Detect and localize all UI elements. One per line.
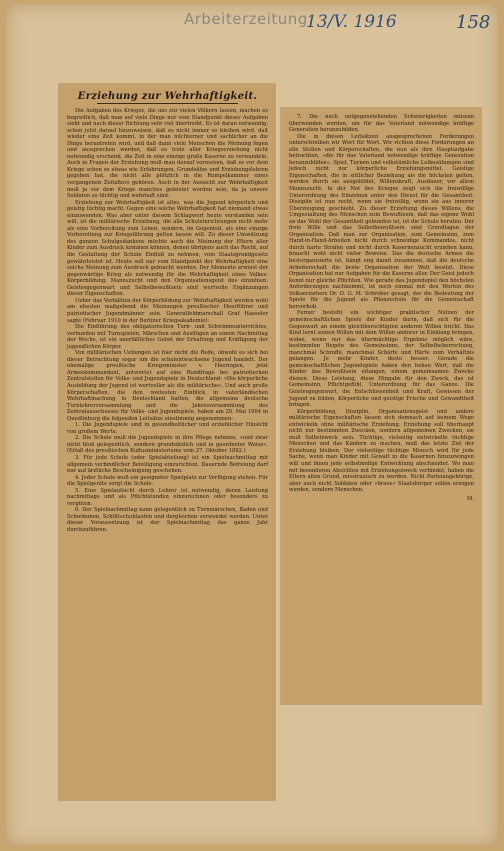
- left-paragraph: 1. Die Jugendspiele sind in gesundheitlicher und erziehlicher Hinsicht von großem Werte.: [67, 422, 268, 435]
- left-paragraph: Ueber das Verhältnis der Körperbildung zur Wehrhaftigkeit werden wohl am ehesten maßgebend die Meinungen preußischer Heerführer und patriotischer Jugendmänner sein. Generalfeldmarschall Graf Haeseler sagte (Februar 1910 in der Berliner Kriegsakademie):: [67, 297, 268, 324]
- source-stamp: Arbeiterzeitung: [184, 10, 308, 28]
- left-paragraph: 3. Für jede Schule (oder Spielabteilung) ist ein Spielnachmittag mit allgemein verbindlicher Beteiligung einzurichten. Dauernde Befreiung darf nur auf ärztliche Bescheinigung geschehen.: [67, 454, 268, 475]
- left-paragraph: 5. Eine Spielaufsicht durch Lehrer ist notwendig, deren Leistung nachmittags und als Pflichtstunden einzurechnen oder besonders zu vergüten.: [67, 487, 268, 507]
- right-paragraph: Die in diesen Leitsätzen ausgesprochenen Forderungen unterschreiben wir Wort für Wort. Wir richten diese Forderungen an alle Stellen und Körperschaften, die nun als ihre Hauptaufgabe betrachten, »die für das Vaterland notwendige kräftige Generation heranzubilden«. Spiel, Turnen und volkstümliche Leibesübungen sind jedoch nicht nur körperliche Erziehungsmittel. Geistige Eigenschaften, die in sittlicher Beziehung als die höchsten gelten, werden durch sie ausgebildet, Willenskraft, Ausdauer, vor allem Mannszucht. In der Not des Krieges zeigt sich die freiwillige Unterordnung des Einzelnen unter den Dienst für die Gesamtheit. Disziplin ist nun recht, wenn sie freiwillig, wenn sie aus innerer Überzeugung geschieht. Zu dieser Erziehung dieses Willens, die Umgestaltung des Menschen zum Bewußtsein, daß das eigene Wohl an das Wohl der Gesamtheit gebunden ist, ist die Schule berufen. Der freie Wille und das Selbstbewußtsein sind Grundlagen der Organisation. Daß man zur Organisation, zum Gemeinsinn, zum Hand-in-Hand-Arbeiten nicht durch schneidige Kommandos, nicht durch harte Strafen und nicht durch Kasernenzucht erziehen kann, braucht wohl nicht vieler Beweise. Das die deutsche Armee die bestorganisierte ist, hängt eng damit zusammen, daß die deutsche Arbeiterschaft die beste Organisation der Welt besitzt. Diese Organisation hat nur Aufgaben für die Kaserne aller. Der Geist jedoch kennt nur gleiche Pflichten. Wie gerade das Jugendspiel den höchsten Anforderungen nachkommt, ist noch einmal mit den Worten des Volkserziehers Dr. D. G. M. Schreber gesagt, der die Bedeutung der Spiele für die Jugend als Pflanzschule für die Gemeinschaft hervorhob.: [289, 133, 474, 310]
- left-paragraph: Die Einführung des obligatorischen Turn- und Schwimmunterrichtes, verbunden mit Turnspielen, Märschen und Ausflügen an einem Nachmittag der Woche, ist ein unerläßliches Gebot der Erhaltung und Kräftigung der jugendlichen Körper.: [67, 324, 268, 350]
- left-paragraph: Von militärischen Uebungen ist hier nicht die Rede, obwohl es sich bei dieser Betrachtung sogar um die schulentwachsene Jugend handelt. Der ehemalige preußische Kriegsminister v. Heeringen, jetzt Armeekommandant, antwortet auf eine Rundfrage bei patriotischen Zentralstellen für Volks- und Jugendspiele in Deutschland: »Die körperliche Ausbildung der Jugend ist wertvoller als die militärische«. Und auch große Körperschaften, die den weitesten Einblick in vaterländischen Wehrhaftmachung in Deutschland hatten, die allgemeine deutsche Turnlehrerversammlung und die Jahresversammlung des Zentralausschusses für Volks- und Jugendspiele, haben am 20. Mai 1904 in Quedlinburg die folgenden Leitsätze einstimmig angenommen:: [67, 350, 268, 422]
- article-headline: Erziehung zur Wehrhaftigkeit.: [77, 91, 258, 102]
- handwritten-date: 13/V. 1916: [306, 12, 397, 32]
- left-paragraph: Erziehung zur Wehrhaftigkeit ist alles, was die Jugend körperlich und geistig tüchtig macht. Gegen eine solche Wehrhaftigkeit hat niemand etwas einzuwenden. Was aber unter diesem Schlagwort heute verstanden sein will, ist die militärische Erziehung, die alle Schuleinrichtungen nicht mehr als eine Vorbereitung zum Leben, sondern, im Gegenteil, als eine einzige Vorbereitung zur Kriegsführung gelten lassen will. Zu dieser Umwälzung des ganzen Schulgedankens möchte auch die Meinung der Eltern aller Kinder zum Ausdruck kommen können, denen übrigens auch das Recht, auf die Gestaltung der Schule Einfluß zu nehmen, vom Staatsgrundgesetz gewährleistet ist. Heute soll nur vom Standpunkt der Wehrhaftigkeit eine solche Meinung zum Ausdruck gebracht werden. Der Momente erweist der gegenwärtige Krieg als notwendig für die Wehrhaftigkeit eines Volkes: Körperbildung, Mannszucht und den Organisationsgeist des einzelnen. Geistesgegenwart und Selbstbewußtsein sind wertvolle Ergänzungen dieser Eigenschaften.: [67, 199, 268, 298]
- right-paragraph: 7. Die noch entgegenstehenden Schwierigkeiten müssen überwunden werden, um für das Vaterland notwendige kräftige Generation heranzubilden.: [289, 114, 474, 134]
- handwritten-number: 158: [456, 12, 491, 33]
- left-column-text: [59, 84, 275, 538]
- headline-divider: [97, 103, 238, 104]
- right-column-text: [281, 108, 481, 506]
- clipping-left-column: [59, 84, 275, 800]
- right-paragraph: Ferner besteht ein wichtiger praktischer Nutzen der gemeinschaftlichen Spiele der Kinder darin, daß sich für die Gegenwart an einem gleichberechtigten anderen Willen bricht. Das Kind lernt seinen Willen mit dem Willen anderer in Einklang bringen, wobei, wenn nur das übermächtige Ergebnis möglich wäre, bestimmten Regeln des Gemeinsinns, der Selbstbeherrschung, manchmal Schroffe, manchmal Schärfe und Härte zum Verhältnis gelangen. Je mehr Kinder, desto besser. Gerade die gemeinschaftlichen Jugendspiele haben den hohen Wert, daß die Kinder das Bewußtsein erlangen, einem gemeinsamen Zwecke dienen. Diese Leistung, diese Hingabe für den Zweck, das ist Gemeinsinn, Pflichtgefühl, Unterordnung für das Ganze. Die Geistesgegenwart, die Entschlossenheit und Kraft, Gewissen der Jugend zu bilden, Körperliche und geistige Frische und Gewandtheit bringen.: [289, 310, 474, 409]
- right-paragraph: Körperbildung, Disziplin, Organisationsgeist und andere militärische Eigenschaften lassen sich demnach auf keinem Wege entwickeln ohne militärische Erziehung. Erziehung soll überhaupt nicht nur bestimmten Zwecken, sondern allgemeinen Zwecken, sie muß Selbstzweck sein. Tüchtige, vielseitig entwickelte tüchtige Menschen und das Kindern zu machen, muß das letzte Ziel der Erziehung bleiben. Der vielseitige tüchtige Mensch wird für jede Sache, wenn man Kinder mit Gewalt in die Kasernen hinzuzwingen will und ihnen jede selbständige Entwicklung abschneidet. Wo man mit besonderen Absichten mit Erziehungszweck verbindet, haben die Eltern allen Grund, misstrauisch zu werden. Nicht Parteiangehörige, aber auch nicht Soldaten oder »brave« Staatsbürger sollen erzogen werden, sondern Menschen.: [289, 408, 474, 494]
- left-paragraph: 4. Jeder Schule muß ein geeigneter Spielplatz zur Verfügung stehen. Für die Spielgeräte sorgt die Schule.: [67, 474, 268, 488]
- left-paragraph: Die Aufgaben des Krieges, die uns zur vielen Völkern lassen, machen es begreiflich, daß man auf viele Dinge nur vom Standpunkt dieser Aufgaben sieht und nach dieser Richtung sehr viel übertreibt. Es ist daran notwendig, schon jetzt darauf hinzuweisen, daß es nicht immer so bleiben wird, daß wieder eine Zeit kommt, in der man nüchterner und sachlicher an die Dinge herantreten wird, und daß dann viele Menschen die Meinung fegen und aussprechen werden, daß es trotz aller Kriegserziehung nicht notwendig erscheint, die Zeit in eine einzige große Kaserne zu verwandeln. Auch in Fragen der Erziehung muß man darauf verweisen, daß es vor dem Kriege schon so etwas wie Erfahrungen, Grundsätze und Erziehungslehren gegeben hat, die nicht alle plötzlich in die Rumpelkammer eines vergangenen Zeitalters gehören. Auch in der Aussicht zur Wehrhaftigkeit muß ja vor dem Kriege manches geleistet worden sein, da ja unsere Soldaten so tüchtig und wehrhaft sind.: [67, 108, 268, 200]
- clipping-right-column: [281, 108, 481, 704]
- article-signature: M.: [467, 495, 474, 502]
- left-paragraph: 6. Der Spielnachmittag kann gelegentlich zu Turnmärschen, Baden und Schwimmen, Schlittschuhlaufen und dergleichen verwendet werden. Unter dieser Voraussetzung ist der Spielnachmittag das ganze Jahr durchzuführen.: [67, 507, 268, 533]
- left-paragraph: 2. Die Schule muß die Jugendspiele in ihre Pflege nehmen, »und zwar nicht bloß gelegentlich, sondern grundsätzlich und in geordneter Weise«. (Erlaß des preußischen Kultusministeriums vom 27. Oktober 1882.): [67, 435, 268, 455]
